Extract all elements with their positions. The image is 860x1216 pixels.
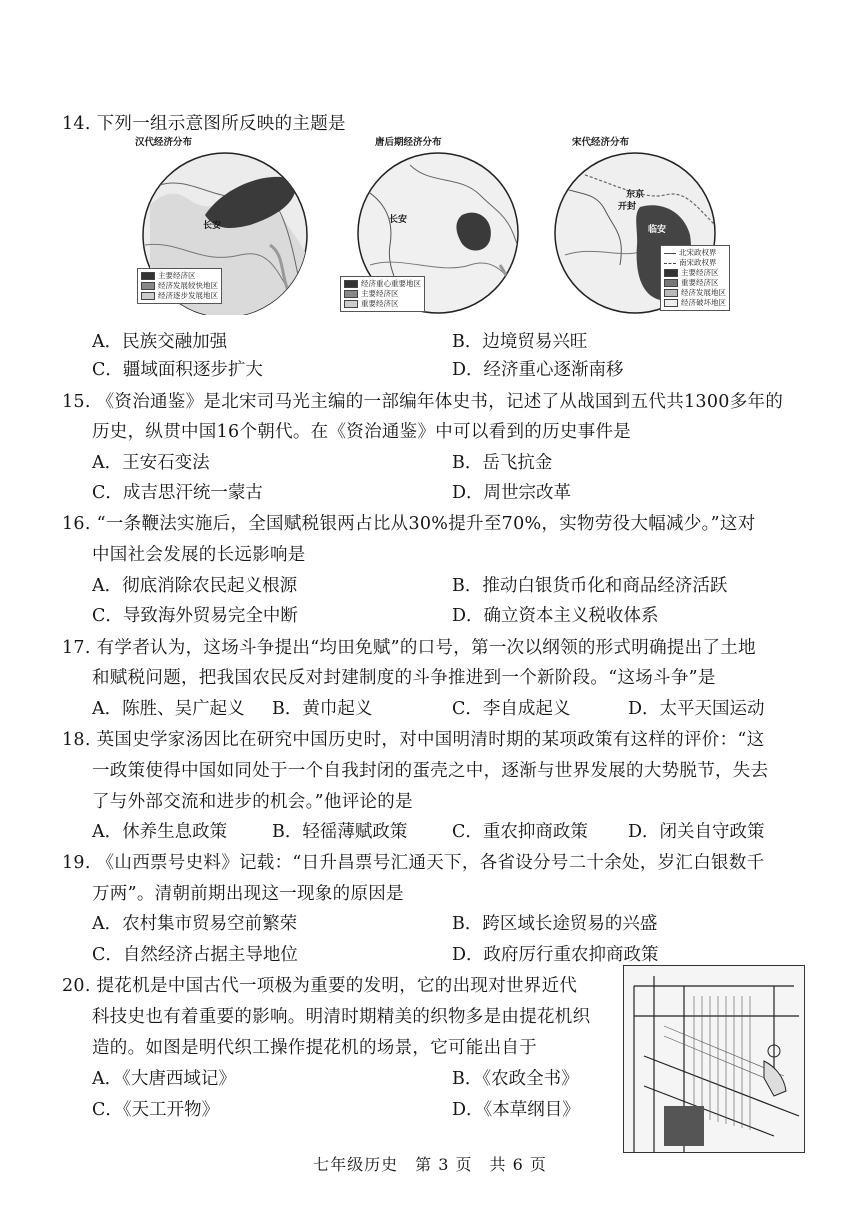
q20-stem-line1: 20. 提花机是中国古代一项极为重要的发明，它的出现对世界近代 <box>62 976 578 996</box>
q14-option-d: D．经济重心逐渐南移 <box>452 360 624 380</box>
legend-row <box>664 298 726 308</box>
legend-row <box>344 299 421 309</box>
legend-label: 重要经济区 <box>681 278 719 287</box>
map3-city-label-kaifeng: 开封 <box>618 202 637 212</box>
q14-stem: 14. 下列一组示意图所反映的主题是 <box>62 114 346 134</box>
map2-title: 唐后期经济分布 <box>375 137 442 148</box>
legend-label: 经济重心重要地区 <box>361 279 421 288</box>
legend-label: 重要经济区 <box>361 299 399 308</box>
legend-label: 主要经济区 <box>681 268 719 277</box>
q16-stem-line1: 16. “一条鞭法实施后，全国赋税银两占比从30%提升至70%，实物劳役大幅减少。”这对 <box>62 514 756 534</box>
legend-swatch <box>664 289 678 297</box>
q16-option-b: B．推动白银货币化和商品经济活跃 <box>452 576 728 596</box>
q19-option-a: A．农村集市贸易空前繁荣 <box>92 914 298 934</box>
q16-stem-line2: 中国社会发展的长远影响是 <box>92 545 306 565</box>
q15-option-b: B．岳飞抗金 <box>452 453 553 473</box>
q18-option-c: C．重农抑商政策 <box>452 822 588 842</box>
q17-stem-line1: 17. 有学者认为，这场斗争提出“均田免赋”的口号，第一次以纲领的形式明确提出了土地 <box>62 638 756 658</box>
map3-legend <box>660 245 730 311</box>
legend-row <box>664 268 726 278</box>
q18-stem-line3: 了与外部交流和进步的机会。”他评论的是 <box>92 792 413 812</box>
q19-stem-line1: 19. 《山西票号史料》记载：“日升昌票号汇通天下，各省设分号二十余处，岁汇白银数千 <box>62 853 765 873</box>
legend-label: 北宋政权界 <box>679 248 717 257</box>
legend-row <box>344 279 421 289</box>
map3-city-label-linan: 临安 <box>648 225 667 235</box>
map1-title: 汉代经济分布 <box>135 137 193 148</box>
legend-label: 主要经济区 <box>361 289 399 298</box>
legend-label: 南宋政权界 <box>679 258 717 267</box>
legend-row <box>141 291 218 301</box>
legend-swatch <box>344 280 358 288</box>
legend-label: 经济破坏地区 <box>681 298 726 307</box>
legend-swatch <box>344 300 358 308</box>
q19-option-c: C．自然经济占据主导地位 <box>92 945 298 965</box>
q16-option-c: C．导致海外贸易完全中断 <box>92 606 298 626</box>
q15-option-d: D．周世宗改革 <box>452 483 572 503</box>
map3-title: 宋代经济分布 <box>572 137 630 148</box>
q14-option-c: C．疆域面积逐步扩大 <box>92 360 263 380</box>
map2-legend <box>340 276 425 312</box>
map1-legend <box>137 268 222 304</box>
q20-option-a: A．《大唐西域记》 <box>92 1069 236 1089</box>
q16-option-a: A．彻底消除农民起义根源 <box>92 576 298 596</box>
map1-city-label: 长安 <box>203 221 222 231</box>
q20-stem-line2: 科技史也有着重要的影响。明清时期精美的织物多是由提花机织 <box>92 1007 591 1027</box>
legend-swatch <box>664 299 678 307</box>
legend-swatch <box>141 292 155 300</box>
q18-option-d: D．闭关自守政策 <box>628 822 765 842</box>
map3-city-label-dongjing: 东京 <box>626 190 645 200</box>
legend-row <box>664 278 726 288</box>
q19-stem-line2: 万两”。清朝前期出现这一现象的原因是 <box>92 884 404 904</box>
q14-option-b: B．边境贸易兴旺 <box>452 332 588 352</box>
q17-option-b: B．黄巾起义 <box>272 699 373 719</box>
q20-option-c: C．《天工开物》 <box>92 1100 220 1120</box>
map2-city-label: 长安 <box>389 215 408 225</box>
q19-option-d: D．政府厉行重农抑商政策 <box>452 945 659 965</box>
legend-swatch <box>664 253 676 254</box>
q16-option-d: D．确立资本主义税收体系 <box>452 606 659 626</box>
loom-illustration <box>623 965 805 1153</box>
legend-swatch <box>664 279 678 287</box>
q17-option-d: D．太平天国运动 <box>628 699 765 719</box>
q18-stem-line2: 一政策使得中国如同处于一个自我封闭的蛋壳之中，逐渐与世界发展的大势脱节，失去 <box>92 761 769 781</box>
legend-swatch <box>141 282 155 290</box>
legend-swatch <box>664 263 676 264</box>
legend-row <box>141 271 218 281</box>
q18-option-b: B．轻徭薄赋政策 <box>272 822 408 842</box>
legend-swatch <box>664 269 678 277</box>
legend-label: 经济发展较快地区 <box>158 281 218 290</box>
q15-option-c: C．成吉思汗统一蒙古 <box>92 483 263 503</box>
q20-stem-line3: 造的。如图是明代织工操作提花机的场景，它可能出自于 <box>92 1038 537 1058</box>
legend-swatch <box>141 272 155 280</box>
q20-option-d: D．《本草纲目》 <box>452 1100 580 1120</box>
legend-label: 经济逐步发展地区 <box>158 291 218 300</box>
q20-option-b: B．《农政全书》 <box>452 1069 579 1089</box>
q17-stem-line2: 和赋税问题，把我国农民反对封建制度的斗争推进到一个新阶段。“这场斗争”是 <box>92 668 716 688</box>
legend-row <box>664 258 726 268</box>
legend-label: 主要经济区 <box>158 271 196 280</box>
page-footer: 七年级历史 第 3 页 共 6 页 <box>313 1155 547 1174</box>
q17-option-c: C．李自成起义 <box>452 699 571 719</box>
q15-option-a: A．王安石变法 <box>92 453 210 473</box>
legend-row <box>141 281 218 291</box>
q18-stem-line1: 18. 英国史学家汤因比在研究中国历史时，对中国明清时期的某项政策有这样的评价：“这 <box>62 730 765 750</box>
legend-row <box>664 288 726 298</box>
q14-option-a: A．民族交融加强 <box>92 332 228 352</box>
q17-option-a: A．陈胜、吴广起义 <box>92 699 245 719</box>
legend-row <box>344 289 421 299</box>
legend-label: 经济发展地区 <box>681 288 726 297</box>
legend-row <box>664 248 726 258</box>
legend-swatch <box>344 290 358 298</box>
q18-option-a: A．休养生息政策 <box>92 822 228 842</box>
q15-stem-line1: 15. 《资治通鉴》是北宋司马光主编的一部编年体史书，记述了从战国到五代共1300多年的 <box>62 392 784 412</box>
q19-option-b: B．跨区域长途贸易的兴盛 <box>452 914 658 934</box>
q15-stem-line2: 历史，纵贯中国16个朝代。在《资治通鉴》中可以看到的历史事件是 <box>92 422 632 442</box>
